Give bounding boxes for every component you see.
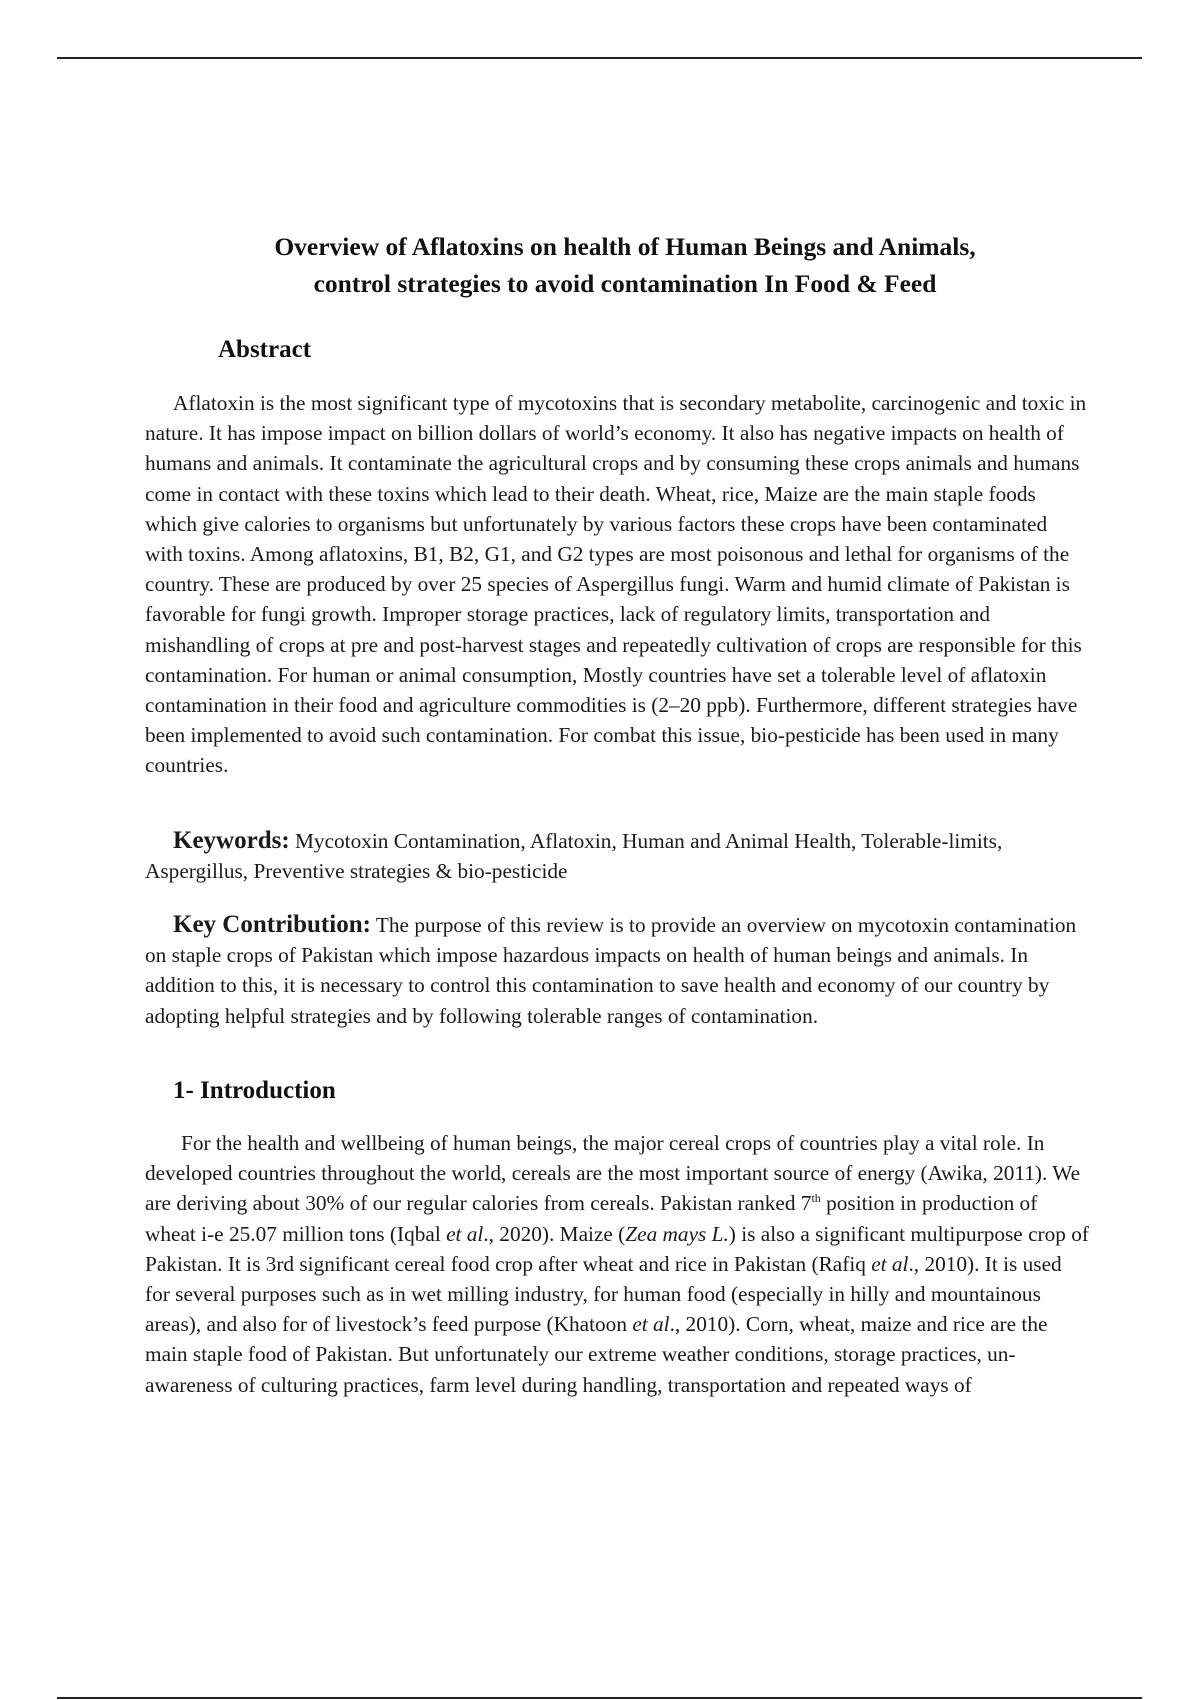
footer-rule <box>57 1697 1142 1699</box>
title-line-2: control strategies to avoid contamination In Food & Feed <box>313 269 937 298</box>
intro-text-4: ) is also a significant multipurpose crop of Pakistan. It is 3rd significant cereal food crop after wheat and rice in Pakistan (Rafiq <box>145 1221 1089 1276</box>
key-contribution-paragraph <box>145 910 1090 1031</box>
et-al-italic: et al <box>446 1221 484 1246</box>
intro-text-5: ., 2010). It is used for several purposes such as in wet milling industry, for human food (especially in hilly and mountainous areas), and also for of livestock’s feed purpose (Khatoon <box>145 1251 1062 1337</box>
header-rule <box>57 57 1142 59</box>
paper-title <box>200 228 1050 302</box>
abstract-paragraph <box>145 388 1090 781</box>
et-al-italic: et al <box>871 1251 909 1276</box>
superscript-th: th <box>811 1191 821 1206</box>
intro-text-2: position in production of wheat i-e 25.07 million tons (Iqbal <box>145 1191 1038 1246</box>
intro-text-6: ., 2010). Corn, wheat, maize and rice are the main staple food of Pakistan. But unfortunately our extreme weather conditions, storage practices, un-awareness of culturing practices, farm level during handling, transportation and repeated ways of <box>145 1312 1048 1397</box>
intro-text-1: For the health and wellbeing of human beings, the major cereal crops of countries play a vital role. In developed countries throughout the world, cereals are the most important source of energy (Awika, 2011). We are deriving about 30% of our regular calories from cereals. Pakistan ranked 7 <box>145 1131 1081 1216</box>
keywords-text: Mycotoxin Contamination, Aflatoxin, Human and Animal Health, Tolerable-limits, Aspergillus, Preventive strategies & bio-pesticide <box>145 829 1003 884</box>
keywords-label: Keywords: <box>173 827 290 854</box>
key-contribution-text: The purpose of this review is to provide an overview on mycotoxin contamination on staple crops of Pakistan which impose hazardous impacts on health of human beings and animals. In addition to this, it is necessary to control this contamination to save health and economy of our country by adopting helpful strategies and by following tolerable ranges of contamination. <box>145 913 1077 1028</box>
et-al-italic: et al <box>632 1312 670 1337</box>
key-contribution-label: Key Contribution: <box>173 911 371 938</box>
intro-text-3: ., 2020). Maize ( <box>483 1221 626 1246</box>
abstract-text: Aflatoxin is the most significant type of mycotoxins that is secondary metabolite, carcinogenic and toxic in nature. It has impose impact on billion dollars of world’s economy. It also has negative impacts on health of humans and animals. It contaminate the agricultural crops and by consuming these crops animals and humans come in contact with these toxins which lead to their death. Wheat, rice, Maize are the main staple foods which give calories to organisms but unfortunately by various factors these crops have been contaminated with toxins. Among aflatoxins, B1, B2, G1, and G2 types are most poisonous and lethal for organisms of the country. These are produced by over 25 species of Aspergillus fungi. Warm and humid climate of Pakistan is favorable for fungi growth. Improper storage practices, lack of regulatory limits, transportation and mishandling of crops at pre and post-harvest stages and repeatedly cultivation of crops are responsible for this contamination. For human or animal consumption, Mostly countries have set a tolerable level of aflatoxin contamination in their food and agriculture commodities is (2–20 ppb). Furthermore, different strategies have been implemented to avoid such contamination. For combat this issue, bio-pesticide has been used in many countries. <box>145 391 1087 778</box>
introduction-heading: 1- Introduction <box>173 1077 336 1104</box>
abstract-heading: Abstract <box>218 336 312 363</box>
species-name-italic: Zea mays L. <box>625 1221 729 1246</box>
title-line-1: Overview of Aflatoxins on health of Human Beings and Animals, <box>274 232 976 261</box>
keywords-paragraph <box>145 826 1090 886</box>
introduction-paragraph <box>145 1128 1090 1400</box>
